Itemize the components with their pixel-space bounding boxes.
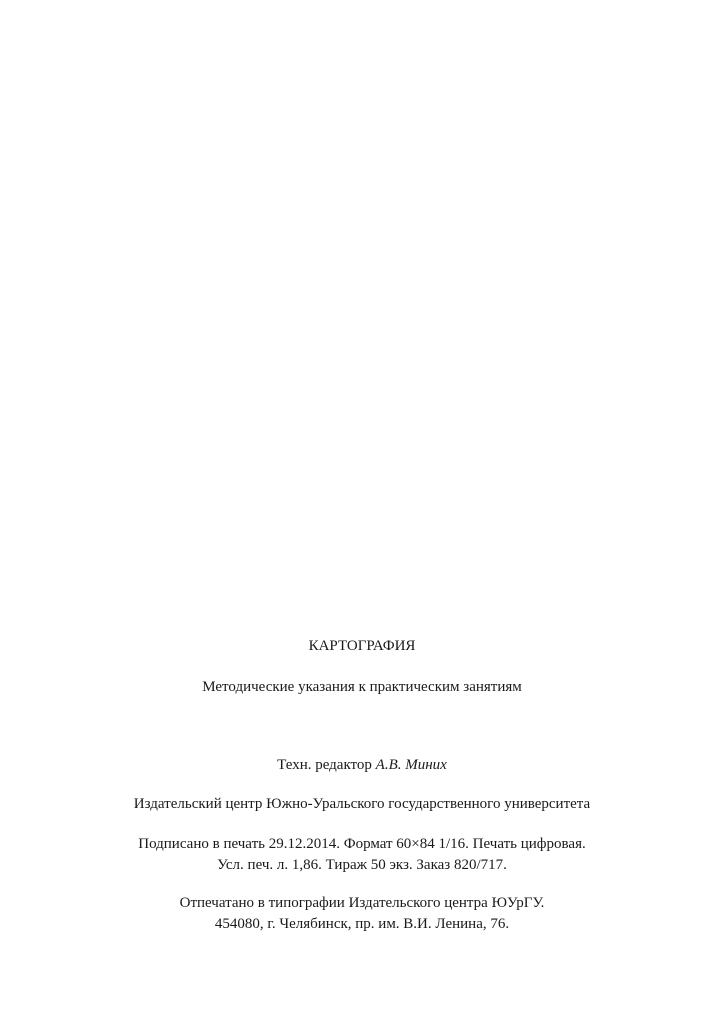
editor-name: А.В. Миних bbox=[375, 757, 447, 773]
print-info-block bbox=[0, 834, 724, 876]
print-info-line-1: Подписано в печать 29.12.2014. Формат 60×84 1/16. Печать цифровая. bbox=[138, 836, 586, 852]
editor-label: Техн. редактор bbox=[277, 757, 372, 773]
printed-at-line-1: Отпечатано в типографии Издательского центра ЮУрГУ. bbox=[179, 895, 545, 911]
printed-at-block bbox=[0, 893, 724, 935]
document-subtitle: Методические указания к практическим занятиям bbox=[202, 679, 522, 695]
print-info-line-2: Усл. печ. л. 1,86. Тираж 50 экз. Заказ 820/717. bbox=[217, 857, 507, 873]
publisher-block bbox=[0, 794, 724, 815]
printed-at-line-2: 454080, г. Челябинск, пр. им. В.И. Ленина, 76. bbox=[214, 916, 510, 932]
document-imprint bbox=[0, 636, 724, 657]
editor-block bbox=[0, 755, 724, 776]
document-subtitle-block bbox=[0, 677, 724, 698]
editor-line bbox=[0, 755, 724, 776]
publisher-name: Издательский центр Южно-Уральского государственного университета bbox=[133, 796, 591, 812]
document-title: КАРТОГРАФИЯ bbox=[308, 638, 416, 654]
